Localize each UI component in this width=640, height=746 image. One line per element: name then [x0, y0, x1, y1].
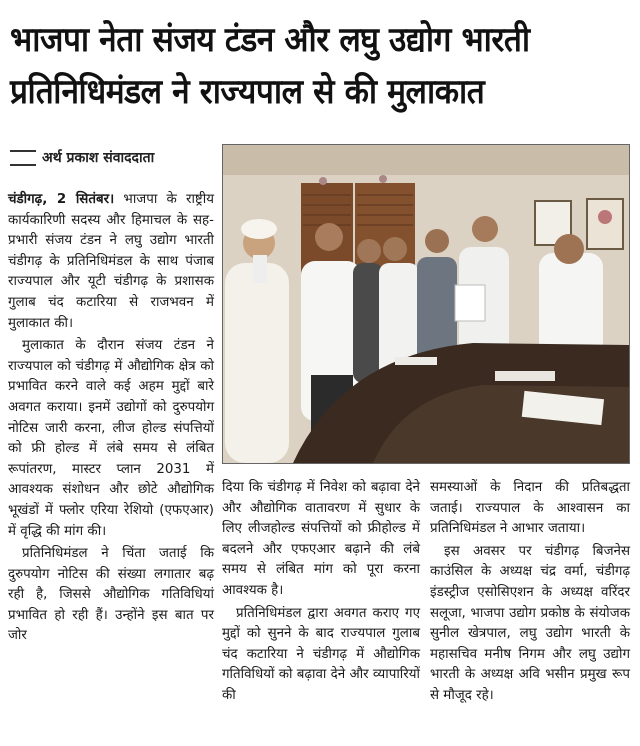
paragraph-5: इस अवसर पर चंडीगढ़ बिजनेस काउंसिल के अध्यक्ष चंद्र वर्मा, चंडीगढ़ इंडस्ट्रीज एसोसिएशन के अध्यक्ष वरिंदर सलूजा, भाजपा उद्योग प्रकोष्ठ के संयोजक सुनील खेत्रपाल, लघु उद्योग भारती के महासचिव मनीष निगम और लघु उद्योग भारती के अध्यक्ष अवि भसीन प्रमुख रूप से मौजूद रहे। [430, 543, 630, 703]
paragraph-3-part-1: प्रतिनिधिमंडल ने चिंता जताई कि दुरुपयोग नोटिस की संख्या लगातार बढ़ रही है, जिससे औद्योगिक गतिविधियां प्रभावित हो रही हैं। उन्होंने इस बात पर जोर [8, 546, 214, 644]
byline: अर्थ प्रकाश संवाददाता [42, 150, 155, 166]
paragraph-1-text: भाजपा के राष्ट्रीय कार्यकारिणी सदस्य और हिमाचल के सह-प्रभारी संजय टंडन ने लघु उद्योग भारती चंडीगढ़ के प्रतिनिधिमंडल के साथ पंजाब राज्यपाल और यूटी चंडीगढ़ के प्रशासक गुलाब चंद कटारिया से राजभवन में मुलाकात की। [8, 192, 214, 331]
paragraph-3-part-2: दिया कि चंडीगढ़ में निवेश को बढ़ावा देने और औद्योगिक वातावरण में सुधार के लिए लीजहोल्ड संपत्तियों को फ्रीहोल्ड में बदलने और एफएआर बढ़ाने की लंबे समय से लंबित मांग को पूरा करना आवश्यक है। [222, 480, 420, 598]
photo-illustration [223, 145, 629, 463]
headline-line-1: भाजपा नेता संजय टंडन और लघु उद्योग भारती [10, 20, 530, 60]
paragraph-4-part-2: समस्याओं के निदान की प्रतिबद्धता जताई। राज्यपाल के आश्वासन का प्रतिनिधिमंडल ने आभार जताया। [430, 480, 630, 537]
paragraph-4-part-1: प्रतिनिधिमंडल द्वारा अवगत कराए गए मुद्दों को सुनने के बाद राज्यपाल गुलाब चंद कटारिया ने चंडीगढ़ में औद्योगिक गतिविधियों को बढ़ावा देने और व्यापारियों की [222, 605, 420, 703]
dateline: चंडीगढ़, 2 सितंबर। [8, 192, 115, 207]
news-photo [222, 144, 630, 464]
article-column-1 [8, 190, 214, 647]
paragraph-1 [8, 190, 214, 334]
headline-line-2: प्रतिनिधिमंडल ने राज्यपाल से की मुलाकात [10, 72, 485, 112]
byline-rule [10, 150, 36, 166]
article-column-3 [430, 478, 630, 707]
paragraph-2: मुलाकात के दौरान संजय टंडन ने राज्यपाल को चंडीगढ़ में औद्योगिक क्षेत्र को प्रभावित करने वाले कई अहम मुद्दों बारे अवगत कराया। इनमें उद्योगों को दुरुपयोग नोटिस जारी करना, लीज होल्ड संपत्तियों को फ्री होल्ड में लंबे समय से लंबित रूपांतरण, मास्टर प्लान 2031 में आवश्यक संशोधन और छोटे औद्योगिक भूखंडों में फ्लोर एरिया रेशियो (एफएआर) में वृद्धि की मांग की। [8, 338, 214, 539]
article-column-2 [222, 478, 420, 707]
headline [10, 14, 587, 118]
